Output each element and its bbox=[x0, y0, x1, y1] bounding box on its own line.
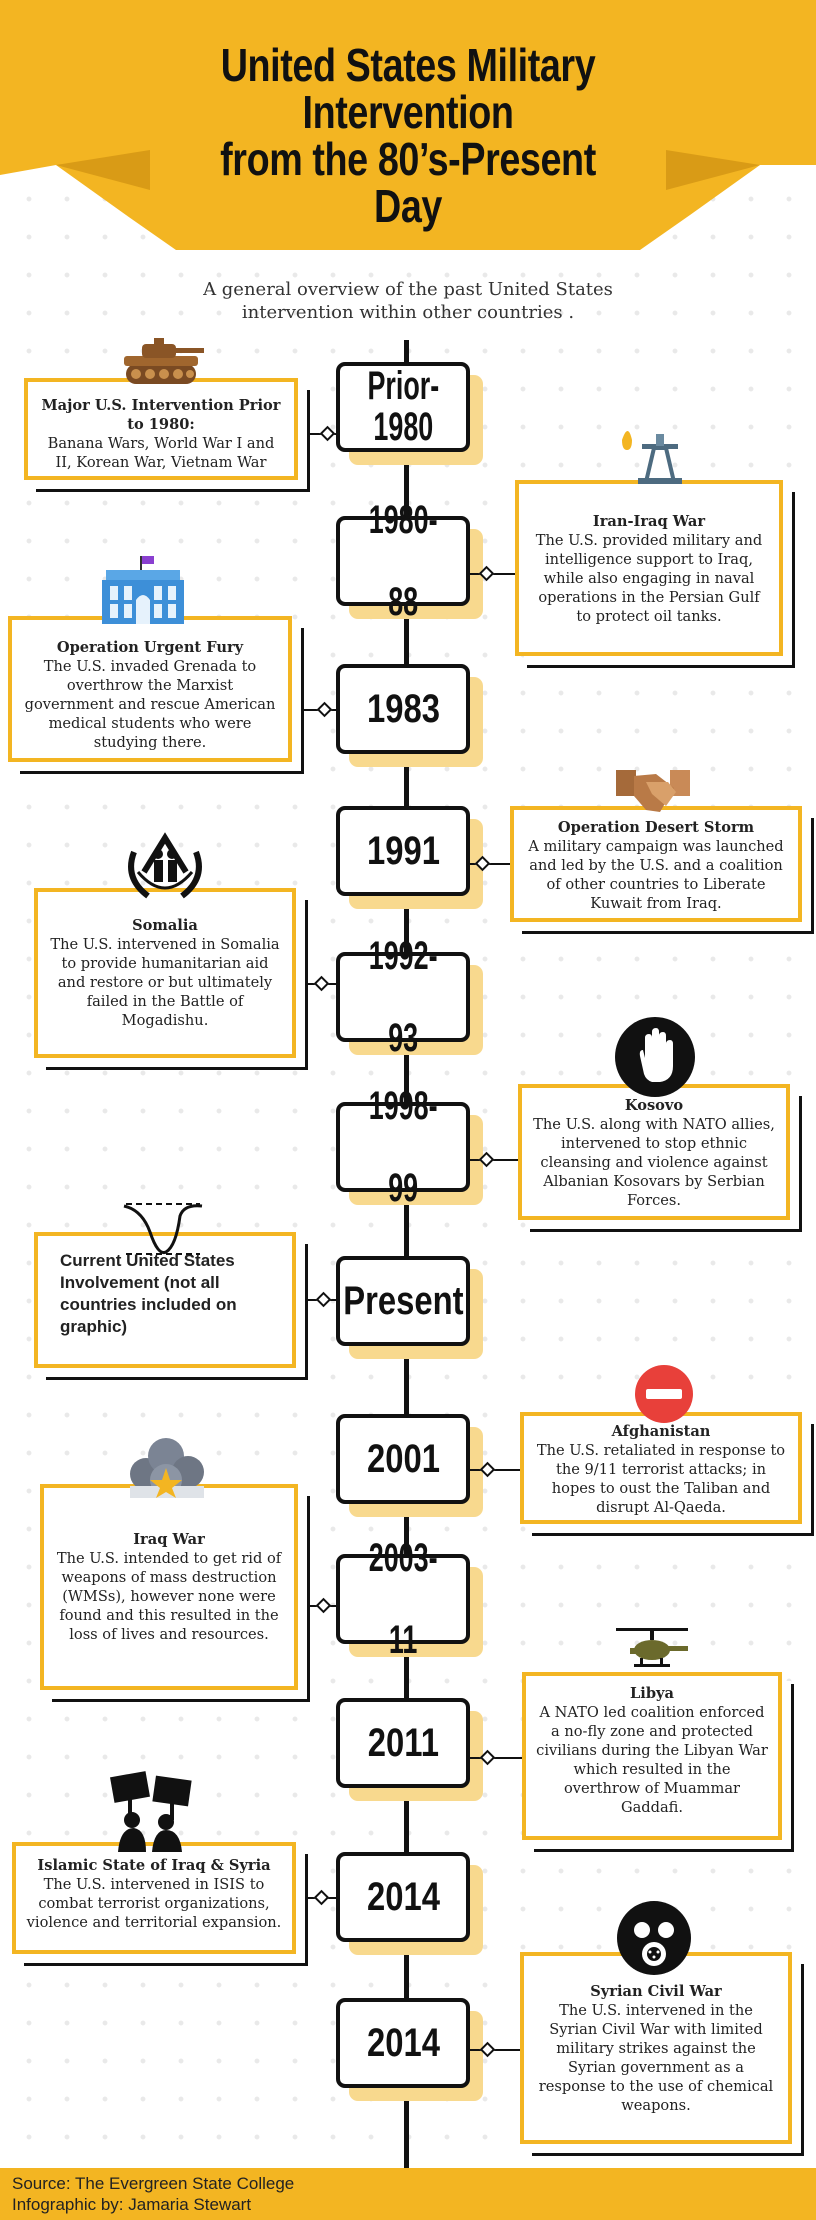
event-card bbox=[520, 1412, 802, 1524]
event-heading: Operation Urgent Fury bbox=[56, 639, 244, 656]
year-label: 93 bbox=[388, 1015, 418, 1060]
subtitle-line: A general overview of the past United States bbox=[203, 279, 613, 300]
event-body: The U.S. intended to get rid of weapons of mass destruction (WMSs), however none were found and this resulted in the loss of lives and resources. bbox=[56, 1550, 282, 1643]
title-line: Day bbox=[374, 180, 442, 232]
event-card bbox=[8, 616, 292, 762]
year-label: 2011 bbox=[367, 1720, 439, 1765]
source-credit: Source: The Evergreen State College bbox=[12, 2174, 295, 2193]
tank-icon bbox=[118, 330, 204, 388]
author-credit: Infographic by: Jamaria Stewart bbox=[12, 2195, 252, 2214]
year-label: 2014 bbox=[366, 1874, 440, 1919]
event-card bbox=[24, 378, 298, 480]
helicopter-icon bbox=[614, 1622, 690, 1678]
connector-diamond bbox=[316, 1292, 332, 1308]
event-card bbox=[12, 1842, 296, 1954]
event-body: The U.S. intervened in the Syrian Civil War with limited military strikes against the Syrian government as a response to the use of chemical weapons. bbox=[538, 2002, 774, 2114]
title-line: from the 80’s-Present bbox=[220, 133, 596, 185]
event-heading: Kosovo bbox=[624, 1097, 684, 1114]
event-body: The U.S. intervened in Somalia to provide humanitarian aid and restore or but ultimately failed in the Battle of Mogadishu. bbox=[50, 936, 280, 1029]
wave-chart-icon bbox=[120, 1196, 206, 1262]
event-card bbox=[510, 806, 802, 922]
event-body: A NATO led coalition enforced a no-fly zone and protected civilians during the Libyan War which resulted in the overthrow of Muammar Gaddafi. bbox=[536, 1704, 768, 1816]
title-line: Intervention bbox=[302, 86, 514, 138]
year-box bbox=[336, 497, 470, 624]
event-heading: Iraq War bbox=[133, 1531, 205, 1548]
title-line: United States Military bbox=[220, 39, 596, 91]
year-label: 1998- bbox=[368, 1083, 438, 1128]
connector-diamond bbox=[320, 426, 336, 442]
protest-icon bbox=[108, 1770, 194, 1852]
event-card bbox=[520, 1952, 792, 2144]
event-card bbox=[40, 1484, 298, 1690]
event-heading: Syrian Civil War bbox=[590, 1983, 722, 2000]
year-label: 2001 bbox=[366, 1436, 440, 1481]
event-body: Banana Wars, World War I and II, Korean War, Vietnam War bbox=[47, 435, 275, 471]
year-label: 2003- bbox=[368, 1535, 438, 1580]
explosion-icon bbox=[126, 1436, 208, 1498]
year-box bbox=[336, 806, 470, 896]
connector-diamond bbox=[479, 1152, 495, 1168]
year-box bbox=[336, 664, 470, 754]
gas-mask-icon bbox=[616, 1900, 692, 1976]
event-heading: Somalia bbox=[132, 917, 198, 934]
year-label: 11 bbox=[388, 1617, 418, 1662]
connector-diamond bbox=[480, 2042, 496, 2058]
refugee-emblem-icon bbox=[124, 832, 206, 904]
event-body: The U.S. invaded Grenada to overthrow the Marxist government and rescue American medical students who were studying there. bbox=[24, 658, 276, 751]
event-card bbox=[522, 1672, 782, 1840]
event-heading: Libya bbox=[630, 1685, 674, 1702]
connector-diamond bbox=[314, 1890, 330, 1906]
connector-diamond bbox=[480, 1750, 496, 1766]
subtitle-line: intervention within other countries . bbox=[241, 302, 575, 323]
government-building-icon bbox=[100, 554, 186, 624]
year-label: 1983 bbox=[366, 686, 440, 731]
event-body: The U.S. provided military and intelligence support to Iraq, while also engaging in naval operations in the Persian Gulf to protect oil tanks. bbox=[535, 532, 763, 625]
footer-bar bbox=[0, 2168, 816, 2220]
year-label: 1980- bbox=[368, 497, 438, 542]
event-heading: Iran-Iraq War bbox=[592, 513, 706, 530]
year-box bbox=[336, 1083, 470, 1210]
page-title bbox=[196, 39, 619, 232]
year-box bbox=[336, 362, 470, 452]
stop-hand-icon bbox=[614, 1016, 696, 1098]
page-subtitle bbox=[170, 278, 646, 324]
oil-pump-icon bbox=[614, 420, 684, 488]
connector-diamond bbox=[479, 566, 495, 582]
event-heading: Major U.S. Intervention Prior to 1980: bbox=[41, 397, 281, 433]
year-label: 1991 bbox=[366, 828, 440, 873]
year-box bbox=[336, 1698, 470, 1788]
event-body: A military campaign was launched and led by the U.S. and a coalition of other countries to Liberate Kuwait from Iraq. bbox=[528, 838, 784, 912]
year-label: Present bbox=[342, 1278, 464, 1323]
event-card bbox=[34, 888, 296, 1058]
connector-diamond bbox=[480, 1462, 496, 1478]
event-heading: Afghanistan bbox=[611, 1423, 711, 1440]
year-box bbox=[336, 1414, 470, 1504]
year-box bbox=[336, 1998, 470, 2088]
year-label: 1980 bbox=[373, 405, 433, 449]
event-body: The U.S. retaliated in response to the 9/11 terrorist attacks; in hopes to oust the Taliban and disrupt Al-Qaeda. bbox=[536, 1442, 786, 1516]
year-box bbox=[336, 1535, 470, 1662]
event-card bbox=[518, 1084, 790, 1220]
event-body: The U.S. intervened in ISIS to combat terrorist organizations, violence and territorial expansion. bbox=[26, 1876, 282, 1931]
handshake-icon bbox=[616, 766, 690, 818]
year-label: 2014 bbox=[366, 2020, 440, 2065]
event-body: The U.S. along with NATO allies, intervened to stop ethnic cleansing and violence against Albanian Kosovars by Serbian Forces. bbox=[533, 1116, 775, 1209]
connector-diamond bbox=[475, 856, 491, 872]
connector-diamond bbox=[314, 976, 330, 992]
year-label: Prior- bbox=[367, 364, 439, 408]
year-label: 88 bbox=[388, 579, 418, 624]
year-label: 99 bbox=[388, 1165, 418, 1210]
year-label: 1992- bbox=[368, 933, 438, 978]
connector-diamond bbox=[317, 702, 333, 718]
event-heading: Islamic State of Iraq & Syria bbox=[37, 1857, 271, 1874]
event-heading: Current United States Involvement (not all countries included on graphic) bbox=[60, 1251, 237, 1336]
connector-diamond bbox=[316, 1598, 332, 1614]
connector bbox=[470, 1757, 522, 1759]
no-entry-icon bbox=[634, 1364, 694, 1424]
event-heading: Operation Desert Storm bbox=[557, 819, 755, 836]
year-box bbox=[336, 1256, 470, 1346]
year-box bbox=[336, 1852, 470, 1942]
year-box bbox=[336, 933, 470, 1060]
event-card bbox=[515, 480, 783, 656]
